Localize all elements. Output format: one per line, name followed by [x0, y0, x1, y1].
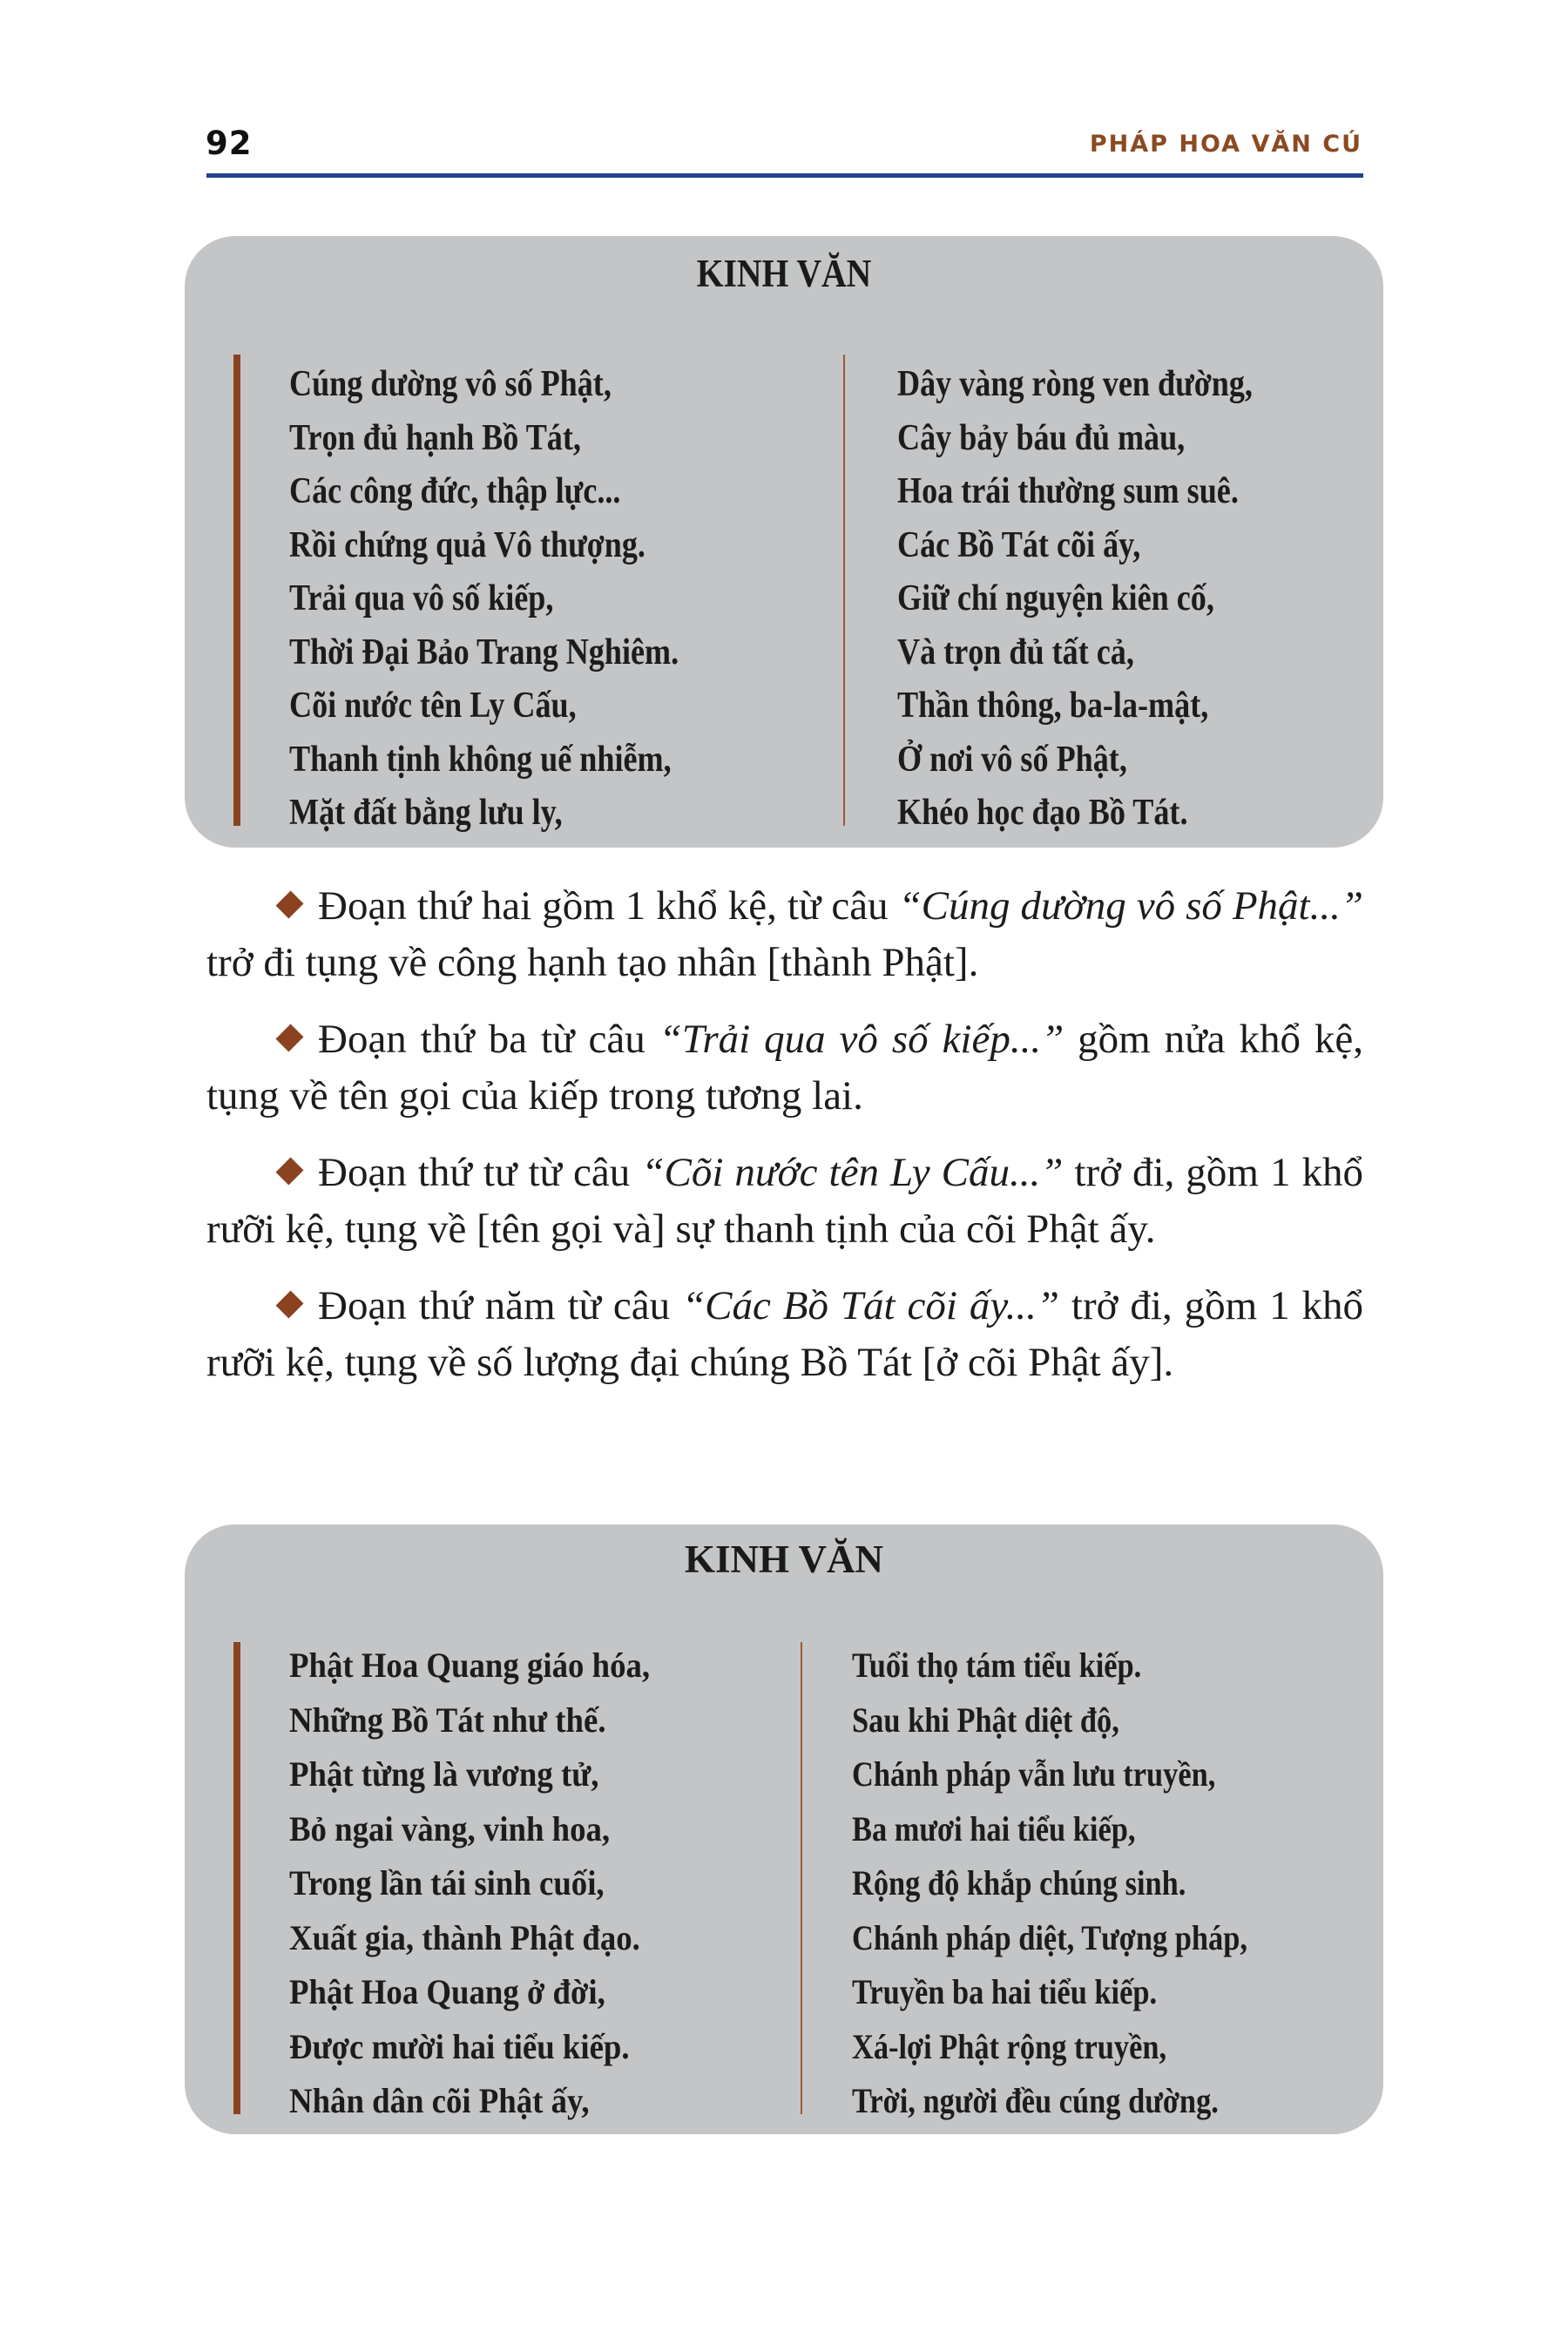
verse-line: Khéo học đạo Bồ Tát. [897, 793, 1188, 833]
commentary-paragraph [206, 1145, 1363, 1258]
verse-line: Truyền ba hai tiểu kiếp. [852, 1972, 1158, 2011]
paragraph-text: Đoạn thứ tư từ câu [318, 1150, 642, 1195]
verse-line: Nhân dân cõi Phật ấy, [289, 2081, 590, 2120]
paragraph-text: gồm nửa khổ kệ, tụng về tên gọi của kiếp trong tương lai. [206, 1017, 1363, 1119]
commentary-body [206, 878, 1363, 1411]
verse-line: Tuổi thọ tám tiểu kiếp. [852, 1646, 1142, 1685]
scripture-box-2 [185, 1524, 1383, 2134]
verse-line: Xuất gia, thành Phật đạo. [289, 1917, 640, 1957]
box-title: KINH VĂN [685, 1538, 883, 1581]
commentary-paragraph [206, 1278, 1363, 1391]
diamond-bullet-icon [276, 1026, 302, 1052]
diamond-bullet-icon [276, 1293, 302, 1319]
header-rule [206, 173, 1363, 178]
paragraph-text: trở đi, gồm 1 khổ rưỡi kệ, tụng về số lượng đại chúng Bồ Tát [ở cõi Phật ấy]. [206, 1283, 1363, 1385]
verse-line: Ba mươi hai tiểu kiếp, [852, 1808, 1136, 1848]
verse-line: Trời, người đều cúng dường. [852, 2081, 1219, 2120]
verse-line: Ở nơi vô số Phật, [897, 739, 1127, 780]
column-divider [801, 1642, 802, 2114]
column-divider [843, 355, 845, 826]
left-accent-bar [233, 1642, 240, 2114]
left-accent-bar [233, 355, 240, 826]
verse-line: Giữ chí nguyện kiên cố, [897, 578, 1214, 618]
verse-line: Dây vàng ròng ven đường, [897, 364, 1253, 404]
verse-line: Cõi nước tên Ly Cấu, [289, 686, 577, 726]
verse-line: Cúng dường vô số Phật, [289, 364, 612, 404]
verse-column-right [852, 1639, 1247, 2129]
verse-column-left [289, 358, 679, 841]
verse-line: Trong lần tái sinh cuối, [289, 1863, 605, 1903]
paragraph-text: trở đi tụng về công hạnh tạo nhân [thành Phật]. [206, 940, 979, 985]
verse-line: Và trọn đủ tất cả, [897, 632, 1134, 672]
diamond-bullet-icon [276, 1159, 302, 1186]
paragraph-text: trở đi, gồm 1 khổ rưỡi kệ, tụng về [tên gọi và] sự thanh tịnh của cõi Phật ấy. [206, 1150, 1363, 1252]
verse-column-left [289, 1639, 650, 2129]
verse-line: Những Bồ Tát như thế. [289, 1700, 606, 1740]
verse-quote: “Cõi nước tên Ly Cấu...” [641, 1150, 1064, 1195]
verse-line: Rộng độ khắp chúng sinh. [852, 1863, 1186, 1903]
verse-line: Phật Hoa Quang ở đời, [289, 1972, 605, 2011]
verse-quote: “Trải qua vô số kiếp...” [659, 1017, 1064, 1062]
verse-quote: “Các Bồ Tát cõi ấy...” [682, 1283, 1060, 1328]
verse-line: Chánh pháp vẫn lưu truyền, [852, 1754, 1216, 1794]
verse-line: Bỏ ngai vàng, vinh hoa, [289, 1808, 611, 1848]
box-title: KINH VĂN [696, 252, 872, 295]
verse-line: Phật Hoa Quang giáo hóa, [289, 1646, 651, 1685]
paragraph-text: Đoạn thứ năm từ câu [318, 1283, 683, 1328]
verse-line: Thanh tịnh không uế nhiễm, [289, 739, 672, 780]
scripture-box-1 [185, 236, 1383, 848]
verse-line: Trải qua vô số kiếp, [289, 578, 554, 618]
verse-line: Thần thông, ba-la-mật, [897, 686, 1209, 726]
diamond-bullet-icon [276, 893, 302, 919]
page-number: 92 [206, 125, 253, 162]
verse-column-right [897, 358, 1253, 841]
running-title: PHÁP HOA VĂN CÚ [1089, 131, 1362, 158]
verse-line: Xá-lợi Phật rộng truyền, [852, 2026, 1167, 2066]
verse-line: Trọn đủ hạnh Bồ Tát, [289, 417, 581, 458]
verse-line: Các công đức, thập lực... [289, 471, 621, 511]
verse-line: Sau khi Phật diệt độ, [852, 1700, 1119, 1740]
paragraph-text: Đoạn thứ hai gồm 1 khổ kệ, từ câu [318, 883, 899, 929]
verse-line: Thời Đại Bảo Trang Nghiêm. [289, 632, 679, 672]
verse-line: Các Bồ Tát cõi ấy, [897, 524, 1141, 565]
paragraph-text: Đoạn thứ ba từ câu [318, 1017, 659, 1062]
verse-line: Được mười hai tiểu kiếp. [289, 2026, 630, 2066]
verse-line: Phật từng là vương tử, [289, 1754, 599, 1794]
commentary-paragraph [206, 878, 1363, 991]
verse-line: Rồi chứng quả Vô thượng. [289, 524, 645, 565]
verse-line: Cây bảy báu đủ màu, [897, 417, 1186, 458]
verse-line: Chánh pháp diệt, Tượng pháp, [852, 1917, 1247, 1957]
verse-line: Hoa trái thường sum suê. [897, 471, 1239, 511]
verse-line: Mặt đất bằng lưu ly, [289, 793, 563, 833]
commentary-paragraph [206, 1011, 1363, 1125]
verse-quote: “Cúng dường vô số Phật...” [898, 883, 1363, 929]
